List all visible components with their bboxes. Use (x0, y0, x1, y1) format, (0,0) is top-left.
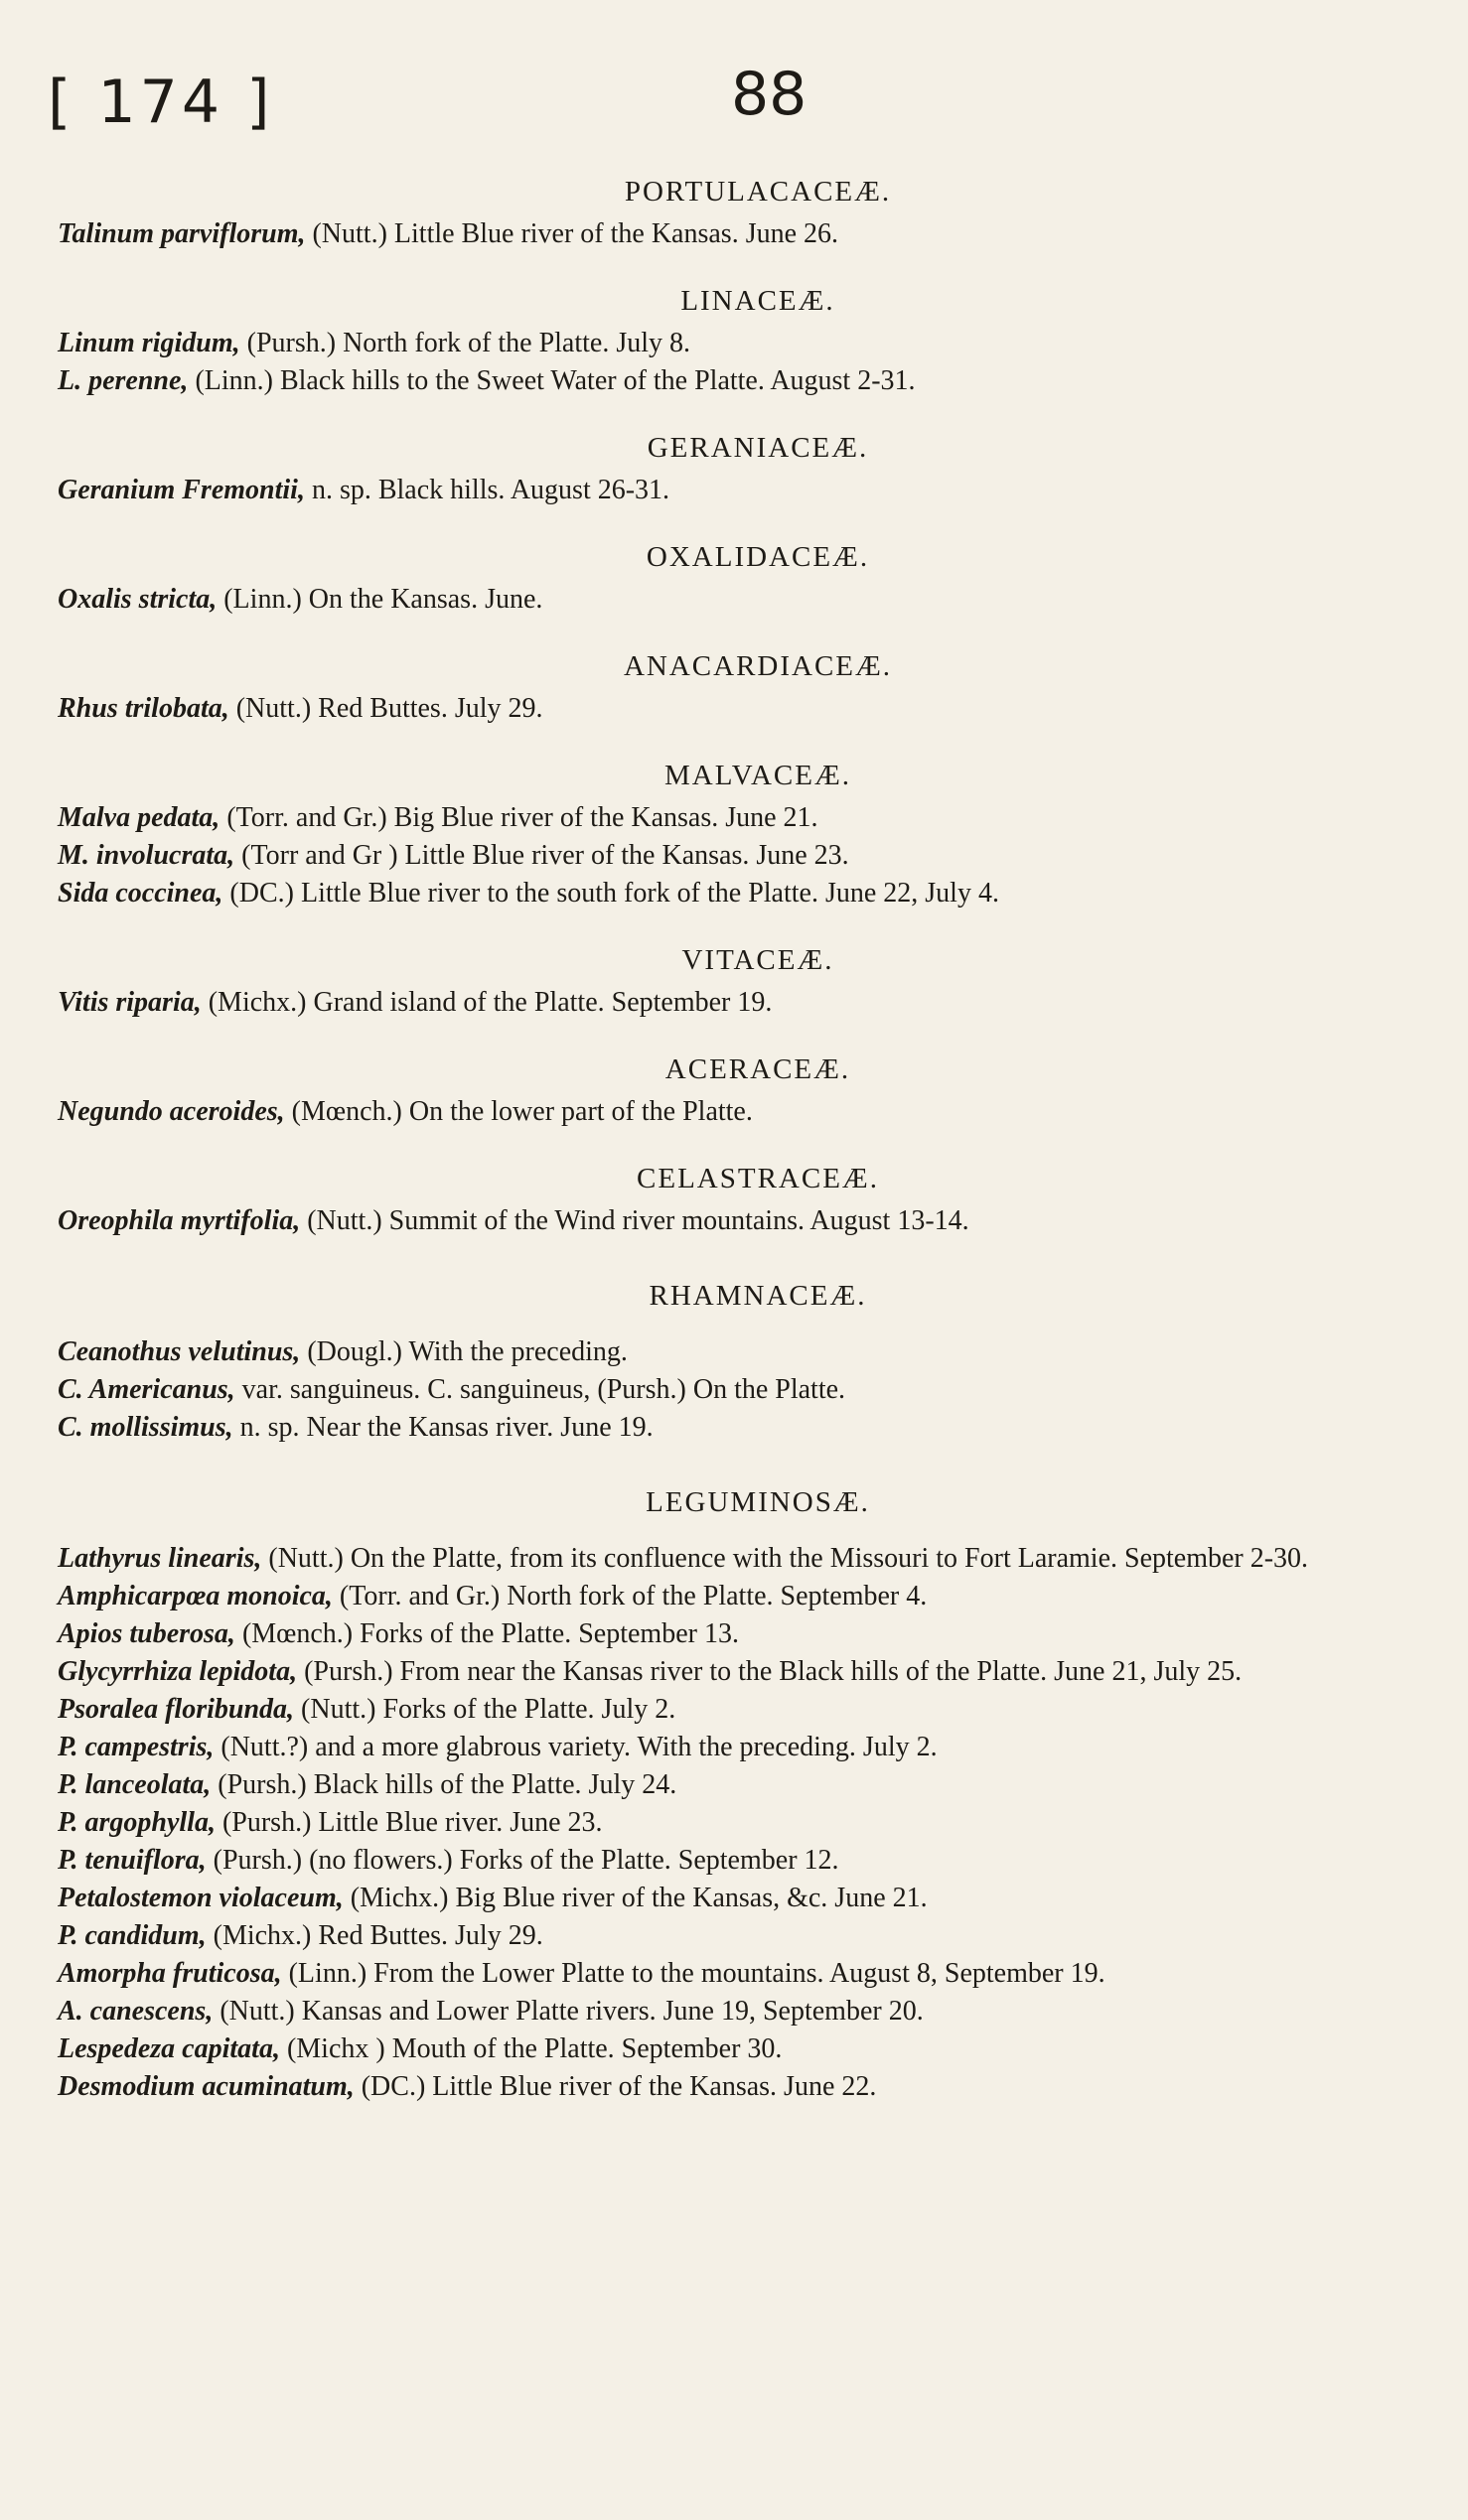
species-entry (58, 1843, 1428, 1881)
species-details: (Nutt.) On the Platte, from its confluence with the Missouri to Fort Laramie. September 2-30. (261, 1543, 1309, 1574)
species-details: (DC.) Little Blue river of the Kansas. June 22. (354, 2071, 877, 2102)
species-entry (58, 876, 1428, 913)
species-entry (58, 1094, 1428, 1132)
species-name: Oreophila myrtifolia, (58, 1205, 301, 1236)
family-heading: GERANIACEÆ. (647, 432, 869, 464)
family-heading: PORTULACACEÆ. (624, 176, 892, 208)
species-details: (Pursh.) (no flowers.) Forks of the Platte. September 12. (206, 1845, 839, 1876)
species-details: (Dougl.) With the preceding. (300, 1336, 628, 1367)
species-name: Linum rigidum, (58, 328, 240, 358)
species-details: (Nutt.) Summit of the Wind river mountains. August 13-14. (300, 1205, 969, 1236)
species-name: Ceanothus velutinus, (58, 1336, 301, 1367)
family-heading: OXALIDACEÆ. (646, 541, 870, 573)
species-details: n. sp. Near the Kansas river. June 19. (232, 1412, 654, 1443)
species-details: n. sp. Black hills. August 26-31. (304, 475, 670, 505)
species-entry (58, 800, 1428, 838)
species-entry (58, 1410, 1428, 1448)
species-details: (Nutt.) Kansas and Lower Platte rivers. June 19, September 20. (213, 1996, 924, 2027)
species-entry (58, 216, 1428, 254)
species-entry (58, 1767, 1428, 1805)
original-page-number: [ 174 ] (48, 68, 274, 137)
species-details: (Linn.) Black hills to the Sweet Water of the Platte. August 2-31. (188, 365, 916, 396)
family-heading: LEGUMINOSÆ. (646, 1486, 870, 1518)
species-entry (58, 1372, 1428, 1410)
species-name: Rhus trilobata, (58, 693, 229, 724)
species-entry (58, 1994, 1428, 2031)
species-details: (Mœnch.) Forks of the Platte. September 13. (234, 1618, 739, 1649)
species-name: Psoralea floribunda, (58, 1694, 295, 1725)
species-details: (Torr. and Gr.) Big Blue river of the Kansas. June 21. (220, 802, 818, 833)
species-name: Oxalis stricta, (58, 584, 218, 615)
species-entry (58, 363, 1428, 401)
species-entry (58, 582, 1428, 620)
species-name: Sida coccinea, (58, 878, 223, 909)
species-name: A. canescens, (58, 1996, 214, 2027)
species-entry (58, 1541, 1428, 1579)
family-heading: LINACEÆ. (680, 285, 835, 317)
species-details: (Pursh.) Little Blue river. June 23. (215, 1807, 603, 1838)
species-entry (58, 1730, 1428, 1767)
species-entry (58, 1334, 1428, 1372)
species-name: Talinum parviflorum, (58, 218, 306, 249)
species-entry (58, 838, 1428, 876)
species-details: (Nutt.) Red Buttes. July 29. (228, 693, 543, 724)
species-name: Apios tuberosa, (58, 1618, 235, 1649)
species-details: (Torr and Gr ) Little Blue river of the Kansas. June 23. (234, 840, 849, 871)
species-name: Negundo aceroides, (58, 1096, 285, 1127)
species-details: (Nutt.) Forks of the Platte. July 2. (294, 1694, 676, 1725)
family-heading: MALVACEÆ. (663, 760, 852, 791)
species-details: (Pursh.) North fork of the Platte. July 8. (239, 328, 691, 358)
species-name: C. Americanus, (58, 1374, 235, 1405)
species-entry (58, 1881, 1428, 1918)
species-entry (58, 1616, 1428, 1654)
species-details: (Pursh.) Black hills of the Platte. July 24. (211, 1769, 677, 1800)
species-details: (Michx ) Mouth of the Platte. September 30. (279, 2033, 783, 2064)
species-name: Glycyrrhiza lepidota, (58, 1656, 298, 1687)
species-name: P. tenuiflora, (58, 1845, 207, 1876)
species-name: P. lanceolata, (58, 1769, 212, 1800)
species-entry (58, 1918, 1428, 1956)
species-name: Petalostemon violaceum, (58, 1883, 344, 1913)
family-heading: ACERACEÆ. (664, 1053, 851, 1085)
species-name: P. campestris, (58, 1732, 215, 1762)
species-details: (Nutt.?) and a more glabrous variety. With the preceding. July 2. (214, 1732, 938, 1762)
species-details: (Linn.) On the Kansas. June. (217, 584, 543, 615)
family-heading: VITACEÆ. (681, 944, 834, 976)
species-entry (58, 326, 1428, 363)
species-entry (58, 691, 1428, 729)
species-entry (58, 1579, 1428, 1616)
species-name: M. involucrata, (58, 840, 235, 871)
page-number: 88 (731, 60, 807, 129)
species-details: (Pursh.) From near the Kansas river to the Black hills of the Platte. June 21, July 25. (297, 1656, 1243, 1687)
species-details: var. sanguineus. C. sanguineus, (Pursh.) On the Platte. (234, 1374, 846, 1405)
species-details: (Michx.) Grand island of the Platte. September 19. (201, 987, 773, 1018)
species-name: Malva pedata, (58, 802, 220, 833)
species-entry (58, 1692, 1428, 1730)
species-entry (58, 1203, 1428, 1241)
species-name: Amphicarpœa monoica, (58, 1581, 333, 1611)
species-entry (58, 2031, 1428, 2069)
species-details: (Mœnch.) On the lower part of the Platte. (284, 1096, 753, 1127)
species-name: Lespedeza capitata, (58, 2033, 280, 2064)
species-entry (58, 2069, 1428, 2107)
species-name: Lathyrus linearis, (58, 1543, 262, 1574)
species-name: L. perenne, (58, 365, 189, 396)
species-details: (Nutt.) Little Blue river of the Kansas. June 26. (305, 218, 839, 249)
family-heading: CELASTRACEÆ. (637, 1163, 879, 1194)
page-header (48, 60, 1418, 139)
species-name: Vitis riparia, (58, 987, 202, 1018)
plant-catalogue (58, 167, 1428, 2107)
family-heading: RHAMNACEÆ. (649, 1280, 867, 1312)
species-name: Amorpha fruticosa, (58, 1958, 282, 1989)
species-name: Geranium Fremontii, (58, 475, 305, 505)
species-name: P. argophylla, (58, 1807, 216, 1838)
species-name: P. candidum, (58, 1920, 207, 1951)
species-details: (Michx.) Big Blue river of the Kansas, &c. June 21. (343, 1883, 928, 1913)
species-entry (58, 985, 1428, 1023)
species-entry (58, 1654, 1428, 1692)
species-entry (58, 473, 1428, 510)
species-name: C. mollissimus, (58, 1412, 233, 1443)
species-entry (58, 1805, 1428, 1843)
species-name: Desmodium acuminatum, (58, 2071, 355, 2102)
species-entry (58, 1956, 1428, 1994)
species-details: (DC.) Little Blue river to the south fork of the Platte. June 22, July 4. (222, 878, 999, 909)
species-details: (Michx.) Red Buttes. July 29. (206, 1920, 543, 1951)
family-heading: ANACARDIACEÆ. (623, 650, 893, 682)
species-details: (Linn.) From the Lower Platte to the mountains. August 8, September 19. (281, 1958, 1105, 1989)
species-details: (Torr. and Gr.) North fork of the Platte. September 4. (332, 1581, 928, 1611)
